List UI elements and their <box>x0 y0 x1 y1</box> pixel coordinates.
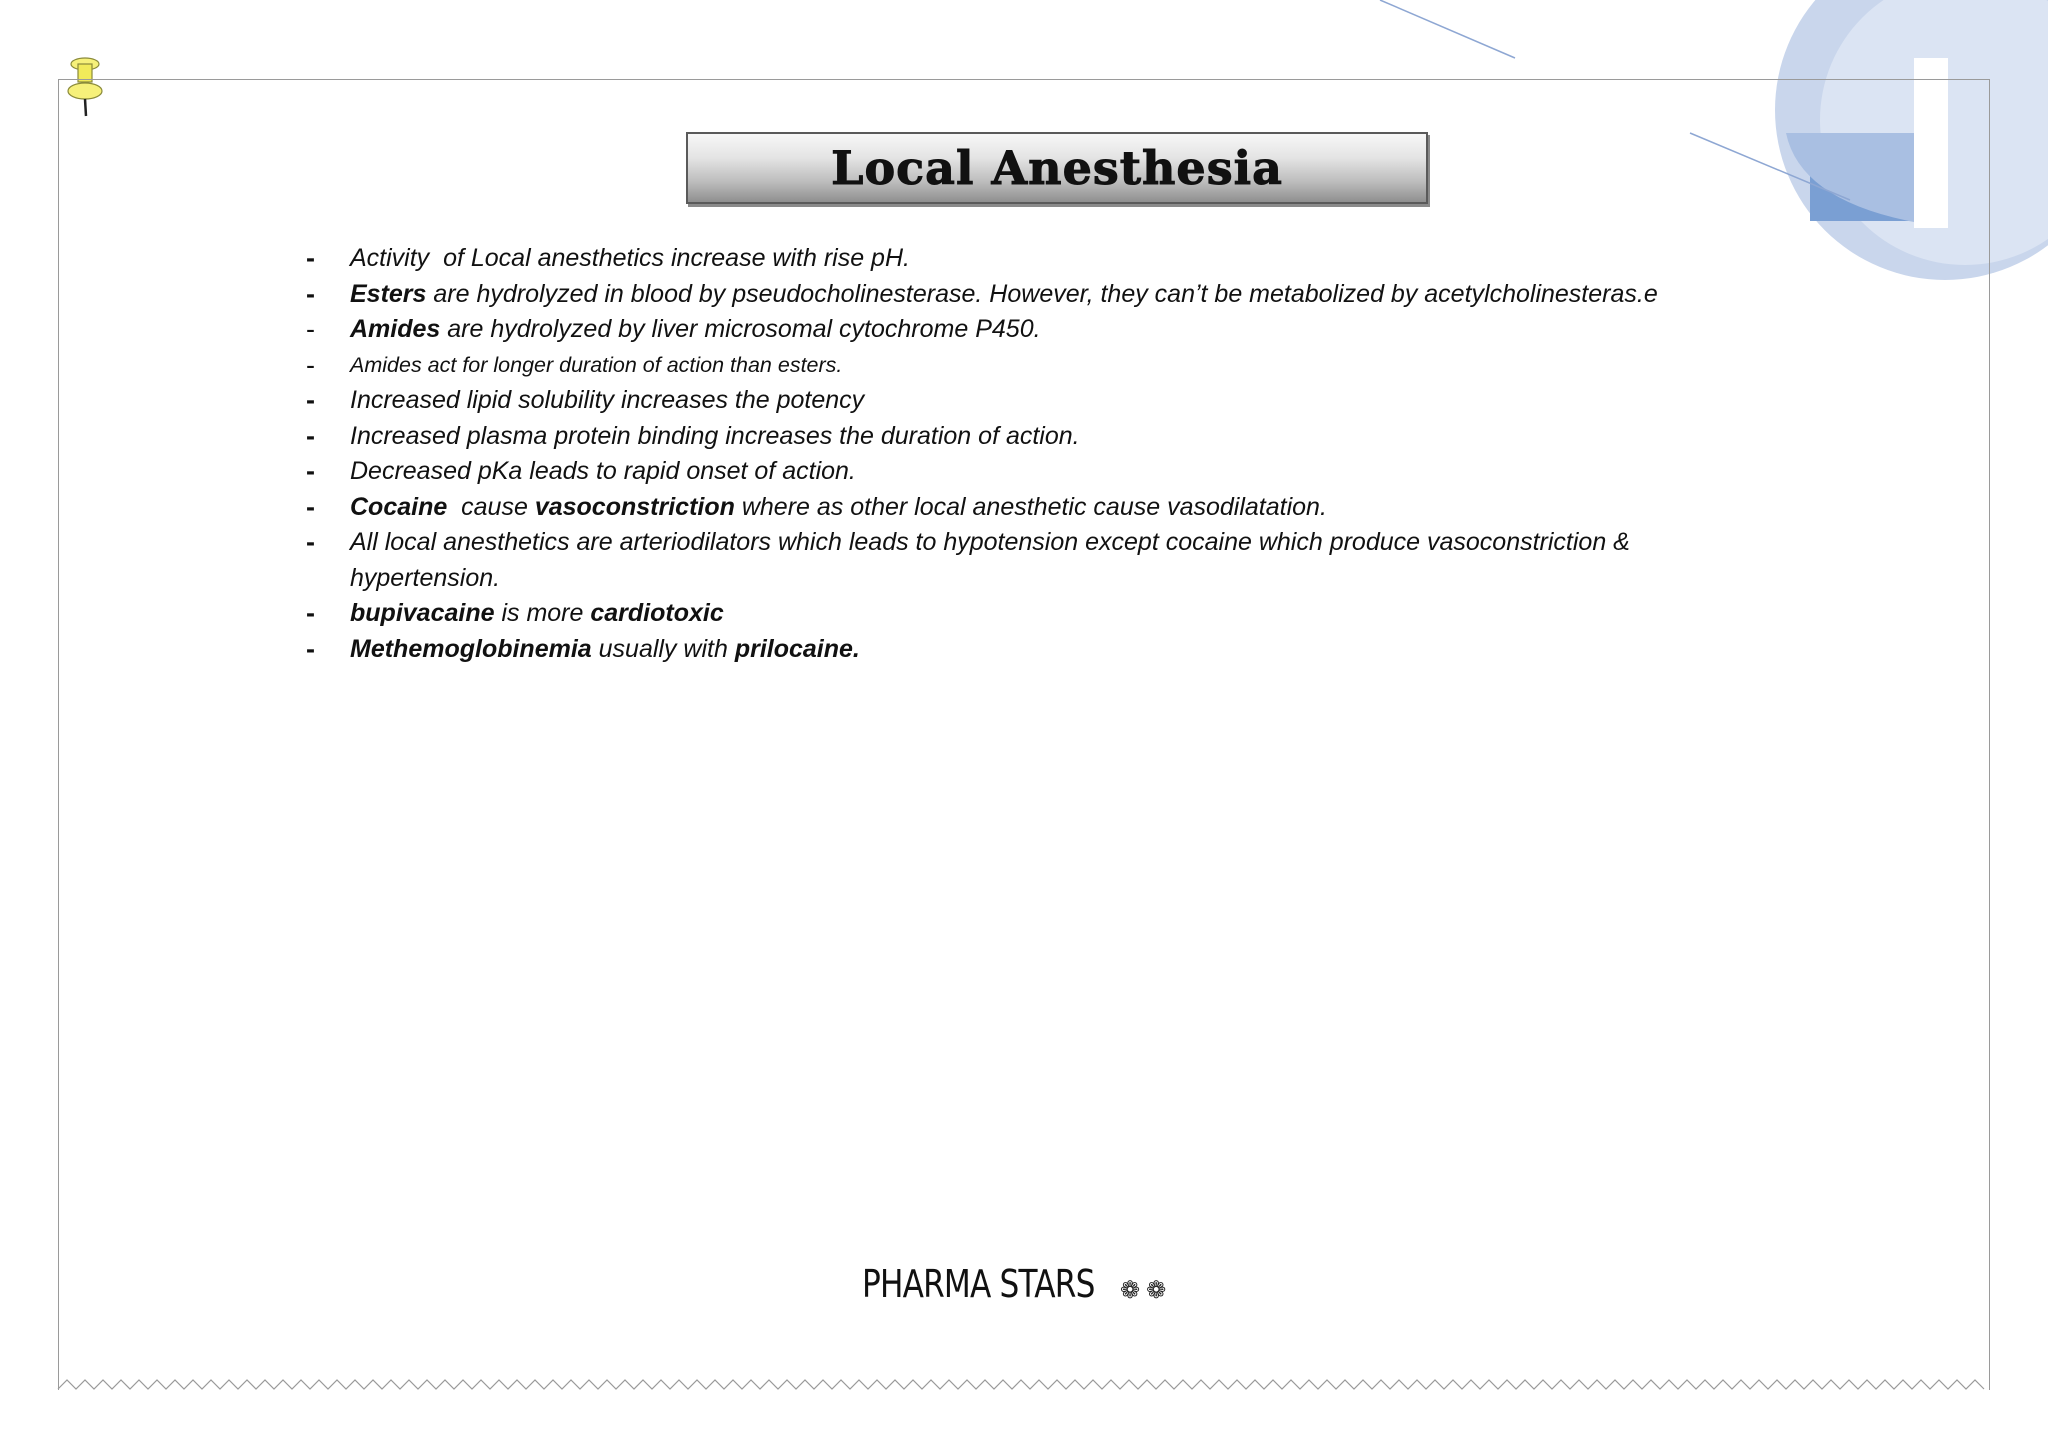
list-item <box>300 348 1780 384</box>
note-text: where as other local anesthetic cause vasodilatation. <box>734 492 1327 521</box>
accent-line <box>1380 0 1515 58</box>
footer-brand: PHARMA STARS <box>862 1262 1095 1306</box>
bold-term: vasoconstriction <box>534 492 735 521</box>
list-item <box>300 525 1780 596</box>
note-text: are hydrolyzed by liver microsomal cytochrome P450. <box>440 315 1041 343</box>
bullet-dash: - <box>306 527 315 557</box>
bold-term: Methemoglobinemia <box>350 634 592 663</box>
list-item <box>300 596 1780 632</box>
bold-term: Esters <box>350 279 427 308</box>
bullet-dash: - <box>306 598 315 628</box>
note-text: are hydrolyzed in blood by pseudocholinesterase. However, they can’t be metabolized by acetylcholinesteras.e <box>426 279 1658 308</box>
note-text: is more <box>494 599 591 627</box>
list-item <box>300 241 1780 277</box>
note-text: Decreased pKa leads to rapid onset of action. <box>350 457 856 485</box>
notes-list <box>300 241 1780 667</box>
list-item <box>300 490 1780 526</box>
bullet-dash: - <box>306 349 315 380</box>
title-banner <box>686 132 1428 204</box>
bold-term: Amides <box>350 315 441 343</box>
bullet-dash: - <box>306 314 315 344</box>
bold-term: bupivacaine <box>350 599 495 627</box>
list-item <box>300 632 1780 668</box>
bullet-dash: - <box>306 243 315 273</box>
bullet-dash: - <box>306 633 315 664</box>
bullet-dash: - <box>306 278 315 309</box>
flower-icon: ❁ <box>1146 1276 1167 1304</box>
bullet-dash: - <box>306 385 315 415</box>
note-text: cause <box>447 492 535 521</box>
note-text: Activity of Local anesthetics increase with rise pH. <box>350 244 910 272</box>
bullet-dash: - <box>306 456 315 486</box>
note-text: Increased plasma protein binding increases the duration of action. <box>350 421 1080 450</box>
bold-term: Cocaine <box>350 492 448 521</box>
bold-term: cardiotoxic <box>590 599 724 627</box>
footer <box>862 1262 1166 1306</box>
list-item <box>300 454 1780 490</box>
list-item <box>300 277 1780 313</box>
page-title: Local Anesthesia <box>831 141 1283 195</box>
list-item <box>300 383 1780 419</box>
bullet-dash: - <box>306 420 315 451</box>
note-text: Increased lipid solubility increases the potency <box>350 386 865 414</box>
bullet-dash: - <box>306 491 315 522</box>
flower-icon: ❁ <box>1120 1276 1141 1304</box>
note-text: All local anesthetics are arteriodilators which leads to hypotension except cocaine which produce vasoconstriction & hypertension. <box>350 528 1637 592</box>
note-text: Amides act for longer duration of action than esters. <box>350 352 843 377</box>
list-item <box>300 312 1780 348</box>
list-item <box>300 419 1780 455</box>
bold-term: prilocaine. <box>734 634 860 663</box>
note-text: usually with <box>591 634 735 663</box>
